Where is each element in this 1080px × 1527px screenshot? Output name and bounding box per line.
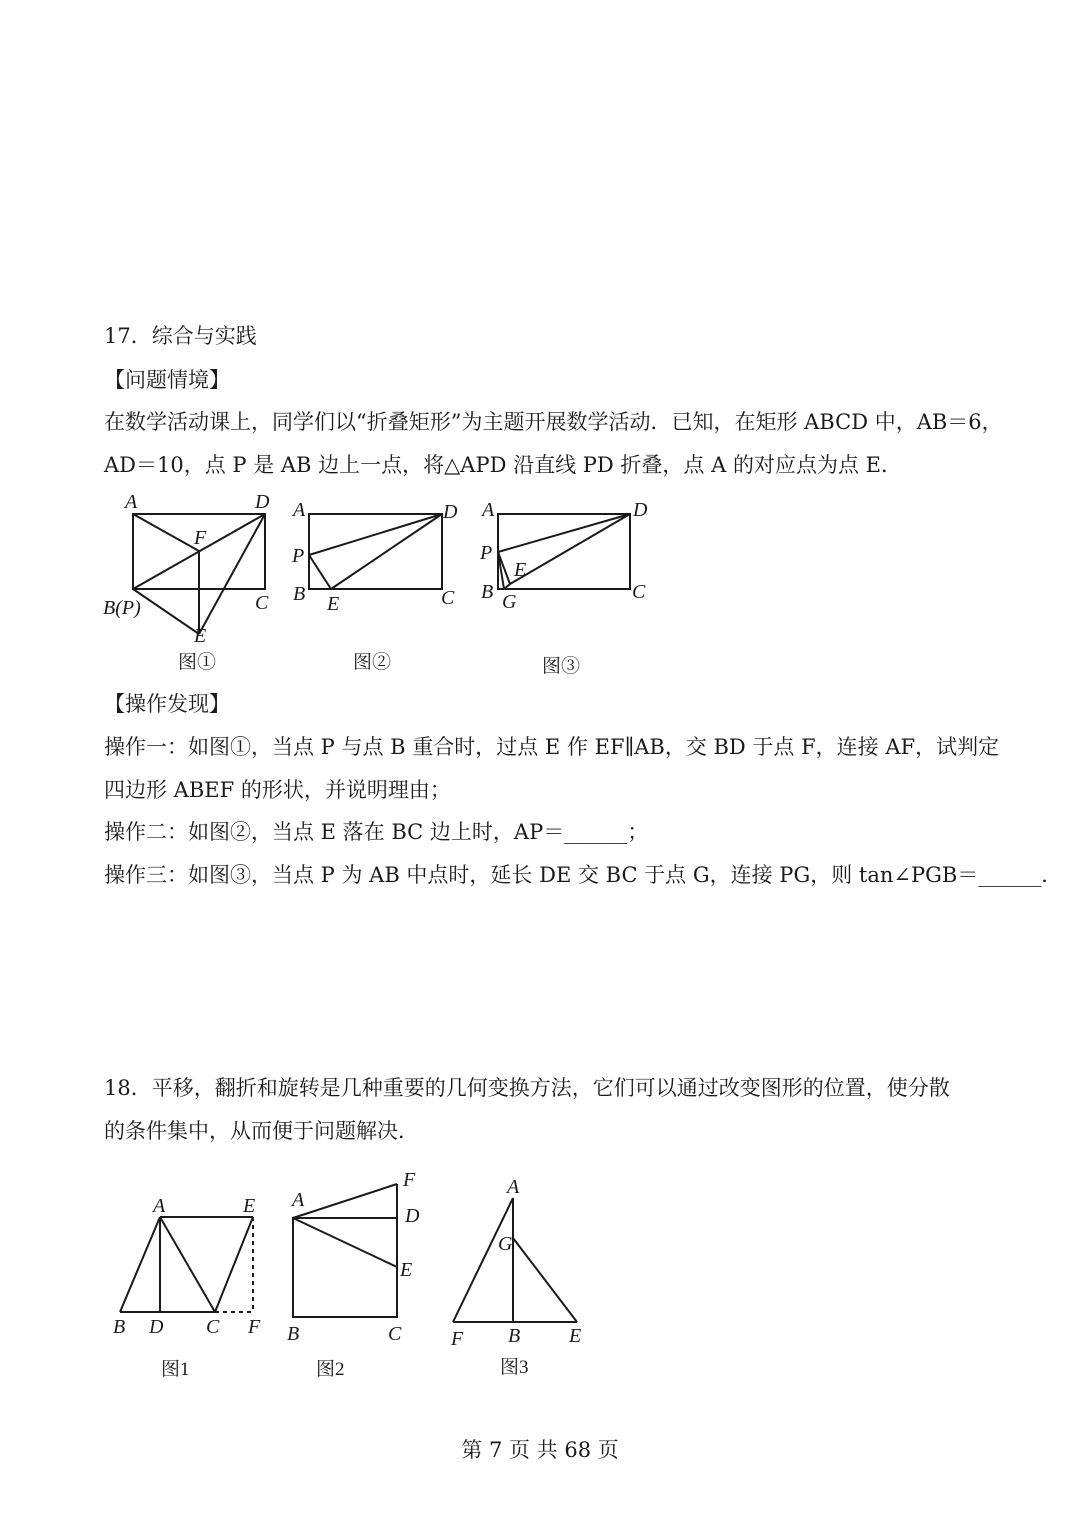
- label-b: B: [481, 581, 494, 603]
- q17-figure-2-svg: [285, 488, 475, 678]
- caption: 图①: [178, 652, 217, 673]
- q18-figure-1-svg: [105, 1185, 280, 1385]
- q17-operation-1b: 四边形 ABEF 的形状，并说明理由；: [104, 778, 451, 802]
- caption: 图③: [542, 656, 581, 677]
- label-b: B: [113, 1316, 126, 1338]
- segment-de: [510, 514, 630, 584]
- segment-ed: [331, 514, 442, 589]
- label-d: D: [443, 501, 458, 523]
- segment-ce: [215, 1217, 253, 1312]
- caption: 图2: [316, 1359, 345, 1380]
- label-c: C: [632, 581, 646, 603]
- label-e: E: [569, 1325, 582, 1347]
- q18-paragraph-1: 18．平移，翻折和旋转是几种重要的几何变换方法，它们可以通过改变图形的位置，使分散: [104, 1076, 950, 1100]
- q18-figure-2: [280, 1165, 450, 1385]
- q17-section-operation: 【操作发现】: [104, 692, 230, 716]
- label-c: C: [388, 1323, 402, 1345]
- q18-figure-3: [440, 1170, 600, 1385]
- caption: 图②: [353, 652, 392, 673]
- label-f: F: [194, 527, 207, 549]
- segment-af: [453, 1198, 513, 1322]
- label-e: E: [327, 593, 340, 615]
- q17-figure-1: [100, 488, 290, 678]
- q17-operation-3: 操作三：如图③，当点 P 为 AB 中点时，延长 DE 交 BC 于点 G，连接 PG，则 tan∠PGB＝______．: [104, 863, 1063, 887]
- label-a: A: [507, 1176, 520, 1198]
- q17-figure-3: [474, 488, 674, 683]
- caption: 图3: [500, 1357, 529, 1378]
- label-p: P: [292, 545, 305, 567]
- square-abcd: [293, 1218, 397, 1317]
- q17-operation-2: 操作二：如图②，当点 E 落在 BC 边上时，AP＝______；: [104, 820, 649, 844]
- page-footer: 第 7 页 共 68 页: [461, 1438, 619, 1462]
- segment-pe: [309, 555, 331, 589]
- q18-figure-2-svg: [280, 1165, 450, 1385]
- label-d: D: [405, 1205, 420, 1227]
- label-f: F: [451, 1328, 464, 1350]
- segment-pd: [309, 514, 442, 555]
- label-d: D: [633, 499, 648, 521]
- q17-section-situation: 【问题情境】: [104, 368, 230, 392]
- q17-paragraph-1: 在数学活动课上，同学们以“折叠矩形”为主题开展数学活动．已知，在矩形 ABCD 中，AB＝6，: [104, 410, 1003, 434]
- label-b: B: [508, 1325, 521, 1347]
- segment-af: [293, 1184, 397, 1218]
- label-b: B: [287, 1323, 300, 1345]
- q17-figure-2: [285, 488, 475, 678]
- label-g: G: [502, 591, 517, 613]
- segment-ge: [513, 1238, 577, 1322]
- segment-ae: [293, 1218, 397, 1267]
- q18-paragraph-2: 的条件集中，从而便于问题解决．: [104, 1119, 419, 1143]
- label-a: A: [125, 491, 138, 513]
- label-c: C: [441, 587, 455, 609]
- segment-be: [133, 589, 199, 634]
- label-e: E: [514, 559, 527, 581]
- q17-operation-1a: 操作一：如图①，当点 P 与点 B 重合时，过点 E 作 EF∥AB，交 BD 于点 F，连接 AF，试判定: [104, 735, 1000, 759]
- q17-figure-1-svg: [100, 488, 290, 678]
- label-d: D: [149, 1316, 164, 1338]
- label-b: B: [293, 583, 306, 605]
- label-e: E: [243, 1195, 256, 1217]
- label-g: G: [498, 1233, 513, 1255]
- label-f: F: [403, 1169, 416, 1191]
- q17-paragraph-2: AD＝10，点 P 是 AB 边上一点，将△APD 沿直线 PD 折叠，点 A 的对应点为点 E．: [104, 453, 902, 477]
- label-f: F: [248, 1316, 261, 1338]
- q18-figure-3-svg: [440, 1170, 600, 1385]
- caption: 图1: [161, 1359, 190, 1380]
- label-a: A: [482, 499, 495, 521]
- label-d: D: [255, 491, 270, 513]
- segment-pd: [498, 514, 630, 552]
- label-a: A: [292, 1189, 305, 1211]
- label-a: A: [153, 1195, 166, 1217]
- segment-ac: [160, 1217, 215, 1312]
- segment-ab: [120, 1217, 160, 1312]
- segment-af: [133, 514, 199, 551]
- q17-figure-3-svg: [474, 488, 674, 683]
- label-c: C: [206, 1316, 220, 1338]
- rect-abcd: [309, 514, 442, 589]
- label-p: P: [480, 542, 493, 564]
- label-c: C: [255, 592, 269, 614]
- q18-figure-1: [105, 1185, 280, 1385]
- label-bp: B(P): [103, 597, 141, 619]
- label-e: E: [400, 1259, 413, 1281]
- q17-title: 17．综合与实践: [104, 324, 257, 348]
- label-e: E: [194, 625, 207, 647]
- label-a: A: [293, 499, 306, 521]
